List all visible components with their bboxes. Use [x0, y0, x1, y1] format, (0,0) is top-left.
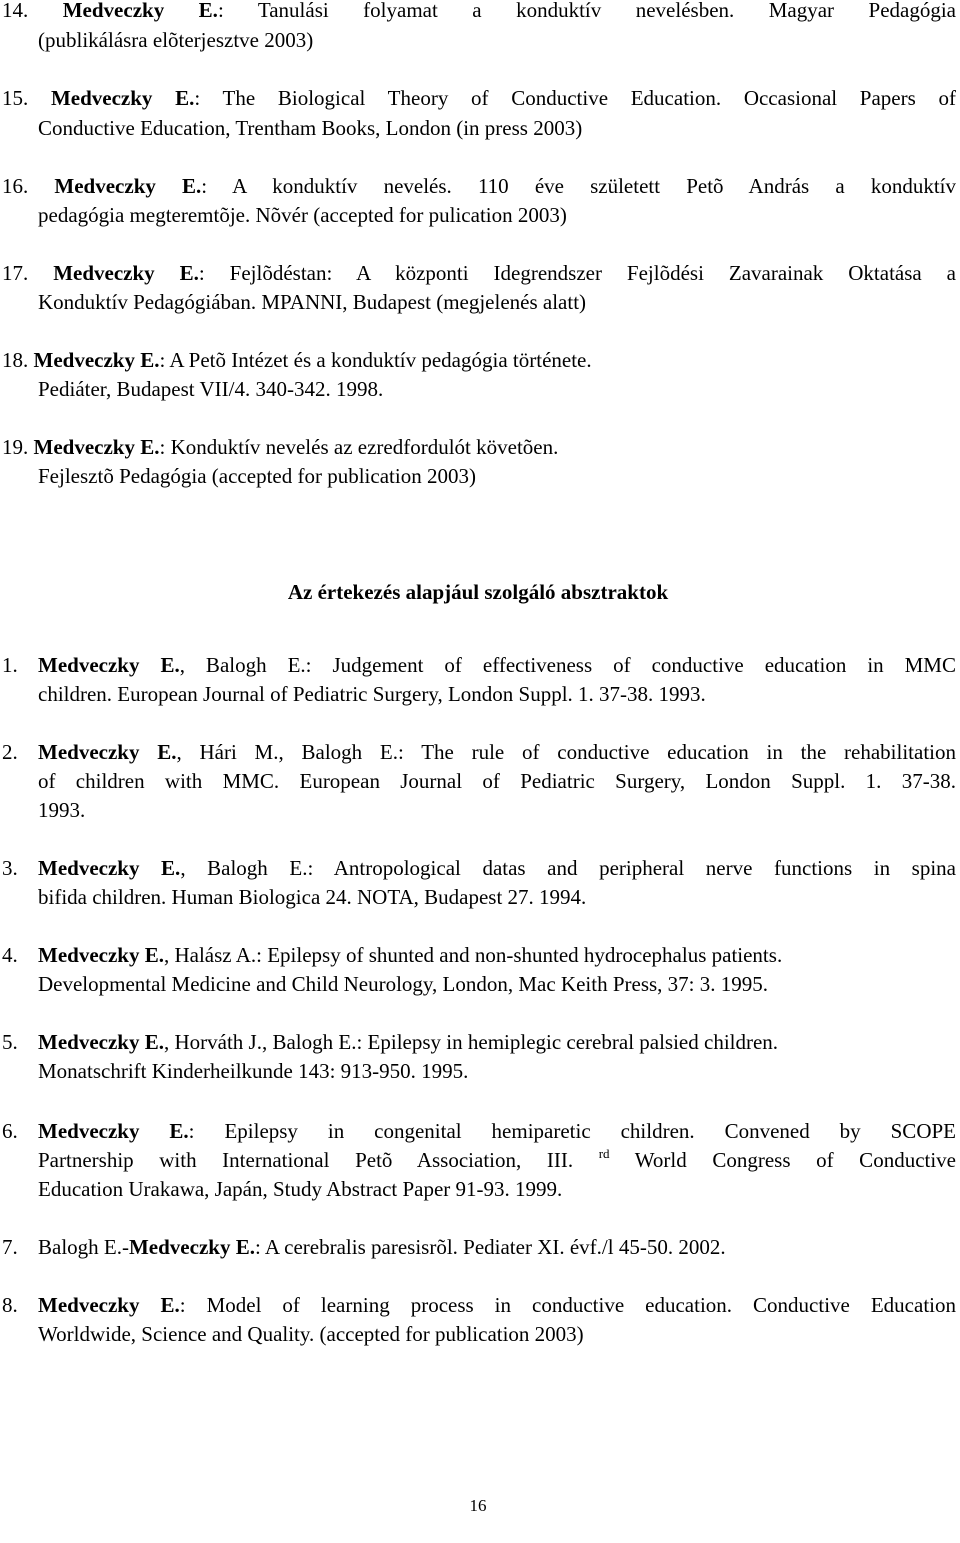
page-number: 16 [469, 1496, 487, 1515]
entry-line: Pediáter, Budapest VII/4. 340-342. 1998. [38, 377, 384, 401]
entry-line: 14. Medveczky E.: Tanulási folyamat a konduktív nevelésben. Magyar Pedagógia [2, 0, 956, 22]
entry-line: pedagógia megteremtõje. Nõvér (accepted for pulication 2003) [38, 203, 567, 227]
author-name: Medveczky E. [33, 348, 160, 372]
abstract-line: Monatschrift Kinderheilkunde 143: 913-950. 1995. [38, 1059, 469, 1083]
abstract-line: 1993. [38, 798, 86, 822]
abstract-line: Medveczky E., Balogh E.: Antropological datas and peripheral nerve functions in spina [38, 856, 956, 880]
entry-line: Conductive Education, Trentham Books, London (in press 2003) [38, 116, 583, 140]
abstract-number: 2. [2, 740, 18, 764]
abstract-line: Medveczky E.: Model of learning process in conductive education. Conductive Education [38, 1293, 956, 1317]
author-name: Medveczky E. [38, 653, 180, 677]
abstract-number: 4. [2, 943, 18, 967]
entry-line: 19. Medveczky E.: Konduktív nevelés az ezredfordulót követõen. [2, 435, 559, 459]
author-name: Medveczky E. [38, 740, 177, 764]
author-name: Medveczky E. [53, 261, 199, 285]
entry-line: 18. Medveczky E.: A Petõ Intézet és a konduktív pedagógia története. [2, 348, 592, 372]
abstract-number: 3. [2, 856, 18, 880]
abstract-line: Partnership with International Petõ Association, III. $^{rd}$ World Congress of Conductive [38, 1146, 957, 1172]
author-name: Medveczky E. [33, 435, 160, 459]
author-name: Medveczky E. [38, 1293, 180, 1317]
author-name: Medveczky E. [38, 943, 164, 967]
author-name: Medveczky E. [38, 1030, 164, 1054]
entry-line: 15. Medveczky E.: The Biological Theory of Conductive Education. Occasional Papers of [2, 86, 956, 110]
abstract-line: Medveczky E., Hári M., Balogh E.: The rule of conductive education in the rehabilitation [38, 740, 956, 764]
author-name: Medveczky E. [38, 1119, 189, 1143]
abstract-line: Balogh E.-Medveczky E.: A cerebralis paresisrõl. Pediater XI. évf./l 45-50. 2002. [38, 1235, 726, 1259]
author-name: Medveczky E. [128, 1235, 255, 1259]
author-name: Medveczky E. [38, 856, 181, 880]
author-name: Medveczky E. [54, 174, 202, 198]
entry-line: 16. Medveczky E.: A konduktív nevelés. 110 éve született Petõ András a konduktív [2, 174, 956, 198]
abstract-line: Medveczky E.: Epilepsy in congenital hemiparetic children. Convened by SCOPE [38, 1119, 956, 1143]
author-name: Medveczky E. [50, 86, 195, 110]
abstract-line: Education Urakawa, Japán, Study Abstract Paper 91-93. 1999. [38, 1177, 563, 1201]
author-name: Medveczky E. [62, 0, 218, 22]
entry-line: Fejlesztõ Pedagógia (accepted for publication 2003) [38, 464, 476, 488]
abstract-line: Developmental Medicine and Child Neurology, London, Mac Keith Press, 37: 3. 1995. [38, 972, 769, 996]
abstract-line: Medveczky E., Horváth J., Balogh E.: Epilepsy in hemiplegic cerebral palsied children. [38, 1030, 779, 1054]
entry-line: (publikálásra elõterjesztve 2003) [38, 28, 314, 52]
section-heading: Az értekezés alapjául szolgáló absztraktok [287, 580, 669, 604]
abstract-line: children. European Journal of Pediatric Surgery, London Suppl. 1. 37-38. 1993. [38, 682, 706, 706]
abstract-line: Medveczky E., Balogh E.: Judgement of effectiveness of conductive education in MMC [38, 653, 956, 677]
abstract-number: 1. [2, 653, 18, 677]
superscript: rd [598, 1146, 610, 1161]
abstract-line: of children with MMC. European Journal of Pediatric Surgery, London Suppl. 1. 37-38. [38, 769, 956, 793]
abstract-line: Worldwide, Science and Quality. (accepted for publication 2003) [38, 1322, 584, 1346]
entry-line: Konduktív Pedagógiában. MPANNI, Budapest (megjelenés alatt) [38, 290, 587, 314]
abstract-number: 5. [2, 1030, 18, 1054]
abstract-number: 6. [2, 1119, 18, 1143]
abstract-number: 8. [2, 1293, 18, 1317]
entry-line: 17. Medveczky E.: Fejlõdéstan: A központi Idegrendszer Fejlõdési Zavarainak Oktatása a [2, 261, 956, 285]
abstract-line: bifida children. Human Biologica 24. NOTA, Budapest 27. 1994. [38, 885, 587, 909]
abstract-number: 7. [2, 1235, 18, 1259]
abstract-line: Medveczky E., Halász A.: Epilepsy of shunted and non-shunted hydrocephalus patients. [38, 943, 783, 967]
